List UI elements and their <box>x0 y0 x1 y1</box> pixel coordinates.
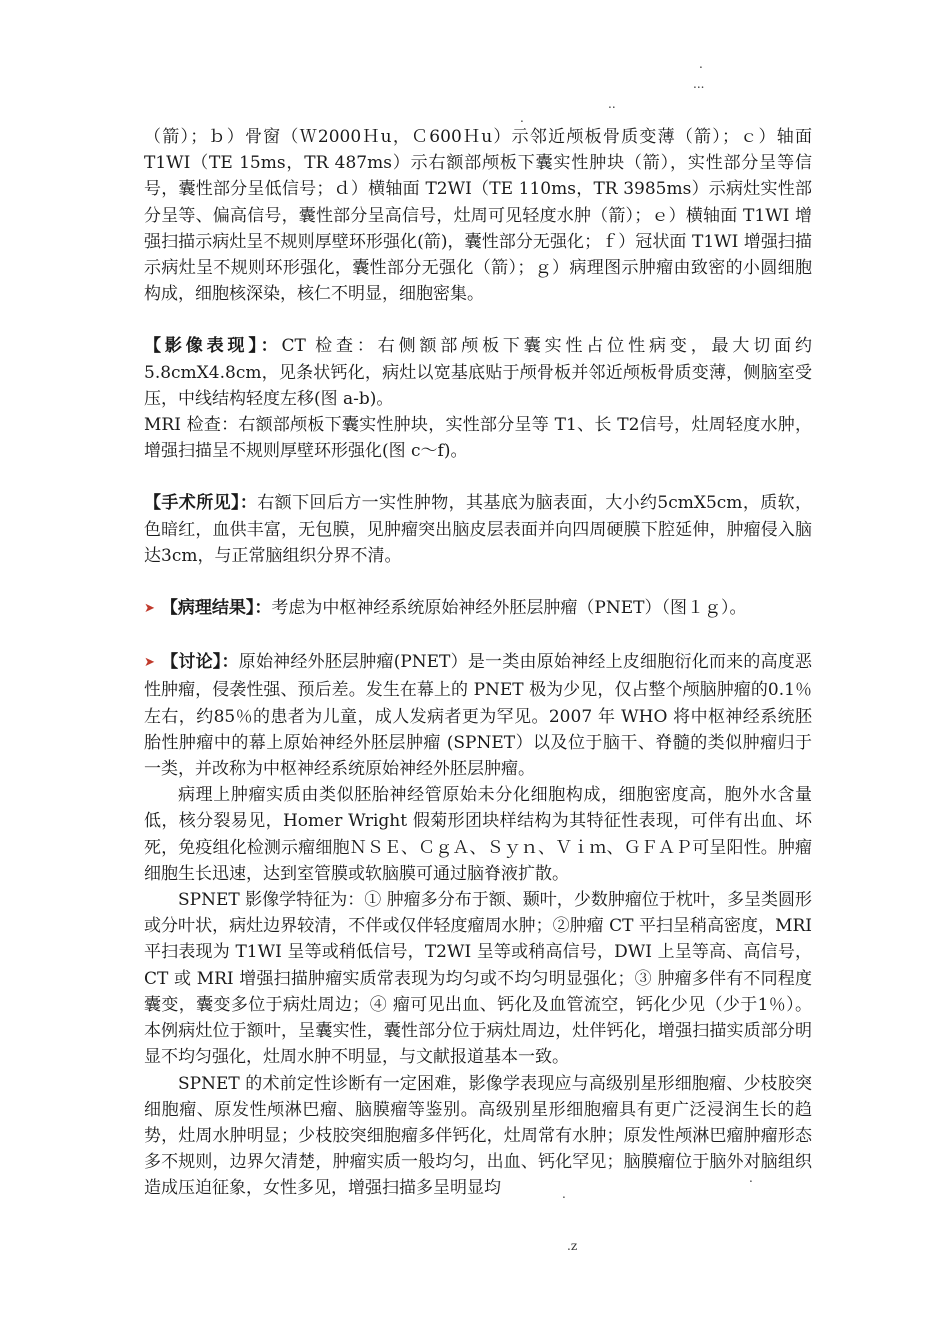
footer-page-mark: .z <box>567 1239 578 1253</box>
surgery-section <box>144 490 812 569</box>
footer-dot-2: . <box>562 1187 566 1201</box>
imaging-section <box>144 333 812 412</box>
discussion-paragraph-1: 原始神经外胚层肿瘤(PNET）是一类由原始神经上皮细胞衍化而来的高度恶性肿瘤，侵袭性强、预后差。发生在幕上的 PNET 极为少见，仅占整个颅脑肿瘤的0.1％左右，约85％的患者为儿童，成人发病者更为罕见。2007 年 WHO 将中枢神经系统胚胎性肿瘤中的幕上原始神经外胚层肿瘤 (SPNET）以及位于脑干、脊髓的类似肿瘤归于一类，并改称为中枢神经系统原始神经外胚层肿瘤。 <box>144 652 813 780</box>
figure-caption-continuation: （箭）；ｂ）骨窗（Ｗ2000Ｈu，Ｃ600Ｈu）示邻近颅板骨质变薄（箭）；ｃ）轴面 T1WI（TE 15ms，TR 487ms）示右额部颅板下囊实性肿块（箭），实性部分呈等信号，囊性部分呈低信号；ｄ）横轴面 T2WI（TE 110ms，TR 3985ms）示病灶实性部分呈等、偏高信号，囊性部分呈高信号，灶周可见轻度水肿（箭）；ｅ）横轴面 T1WI 增强扫描示病灶呈不规则厚壁环形强化(箭)，囊性部分无强化；ｆ）冠状面 T1WI 增强扫描示病灶呈不规则环形强化，囊性部分无强化（箭）；ｇ）病理图示肿瘤由致密的小圆细胞构成，细胞核深染，核仁不明显，细胞密集。 <box>144 127 812 305</box>
imaging-heading: 【影像表现】： <box>144 336 282 357</box>
spacer <box>144 464 812 490</box>
discussion-section <box>144 649 812 782</box>
header-dot: . <box>699 57 703 71</box>
spacer <box>144 569 812 595</box>
imaging-ct-text: CT 检查：右侧额部颅板下囊实性占位性病变，最大切面约 5.8cmX4.8cm，见条状钙化，病灶以宽基底贴于颅骨板并邻近颅板骨质变薄，侧脑室受压，中线结构轻度左移(图 a-b)。 <box>144 336 813 409</box>
document-body <box>144 124 812 1202</box>
footer-dot: . <box>749 1171 753 1185</box>
surgery-text: 右额下回后方一实性肿物，其基底为脑表面，大小约5cmX5cm，质软，色暗红，血供丰富，无包膜，见肿瘤突出脑皮层表面并向四周硬膜下腔延伸，肿瘤侵入脑达3cm，与正常脑组织分界不清。 <box>144 493 813 566</box>
imaging-mri-text: MRI 检查：右额部颅板下囊实性肿块，实性部分呈等 T1、长 T2信号，灶周轻度水肿，增强扫描呈不规则厚壁环形强化(图 c～f)。 <box>144 415 812 462</box>
spacer <box>144 623 812 649</box>
header-double-dot: .. <box>608 97 616 111</box>
header-dot-2: . <box>520 111 524 125</box>
arrow-bullet-icon: ➤ <box>144 655 155 671</box>
pathology-text: 考虑为中枢神经系统原始神经外胚层肿瘤（PNET）（图１ｇ）。 <box>271 598 747 619</box>
header-ellipsis: ... <box>693 77 705 91</box>
spacer <box>144 307 812 333</box>
pathology-heading: 【病理结果】： <box>160 598 272 619</box>
discussion-heading: 【讨论】： <box>160 652 239 673</box>
arrow-bullet-icon: ➤ <box>144 601 155 617</box>
surgery-heading: 【手术所见】： <box>144 493 258 514</box>
discussion-paragraph-2: 病理上肿瘤实质由类似胚胎神经管原始未分化细胞构成，细胞密度高，胞外水含量低，核分裂易见，Homer Wright 假菊形团块样结构为其特征性表现，可伴有出血、坏死，免疫组化检测示瘤细胞ＮＳＥ、ＣｇＡ、Ｓｙｎ、Ｖｉｍ、ＧＦＡＰ可呈阳性。肿瘤细胞生长迅速，达到室管膜或软脑膜可通过脑脊液扩散。 <box>144 785 812 884</box>
discussion-paragraph-3: SPNET 影像学特征为：① 肿瘤多分布于额、颞叶，少数肿瘤位于枕叶，多呈类圆形或分叶状，病灶边界较清，不伴或仅伴轻度瘤周水肿；②肿瘤 CT 平扫呈稍高密度，MRI 平扫表现为 T1WI 呈等或稍低信号，T2WI 呈等或稍高信号，DWI 上呈等高、高信号，CT 或 MRI 增强扫描肿瘤实质常表现为均匀或不均匀明显强化；③ 肿瘤多伴有不同程度囊变，囊变多位于病灶周边；④ 瘤可见出血、钙化及血管流空，钙化少见（少于1％）。本例病灶位于额叶，呈囊实性，囊性部分位于病灶周边，灶伴钙化，增强扫描实质部分明显不均匀强化，灶周水肿不明显，与文献报道基本一致。 <box>144 890 812 1068</box>
pathology-section <box>144 595 812 623</box>
discussion-paragraph-4: SPNET 的术前定性诊断有一定困难，影像学表现应与高级别星形细胞瘤、少枝胶突细胞瘤、原发性颅淋巴瘤、脑膜瘤等鉴别。高级别星形细胞瘤具有更广泛浸润生长的趋势，灶周水肿明显；少枝胶突细胞瘤多伴钙化，灶周常有水肿；原发性颅淋巴瘤肿瘤形态多不规则，边界欠清楚，肿瘤实质一般均匀，出血、钙化罕见；脑膜瘤位于脑外对脑组织造成压迫征象，女性多见，增强扫描多呈明显均 <box>144 1073 812 1199</box>
